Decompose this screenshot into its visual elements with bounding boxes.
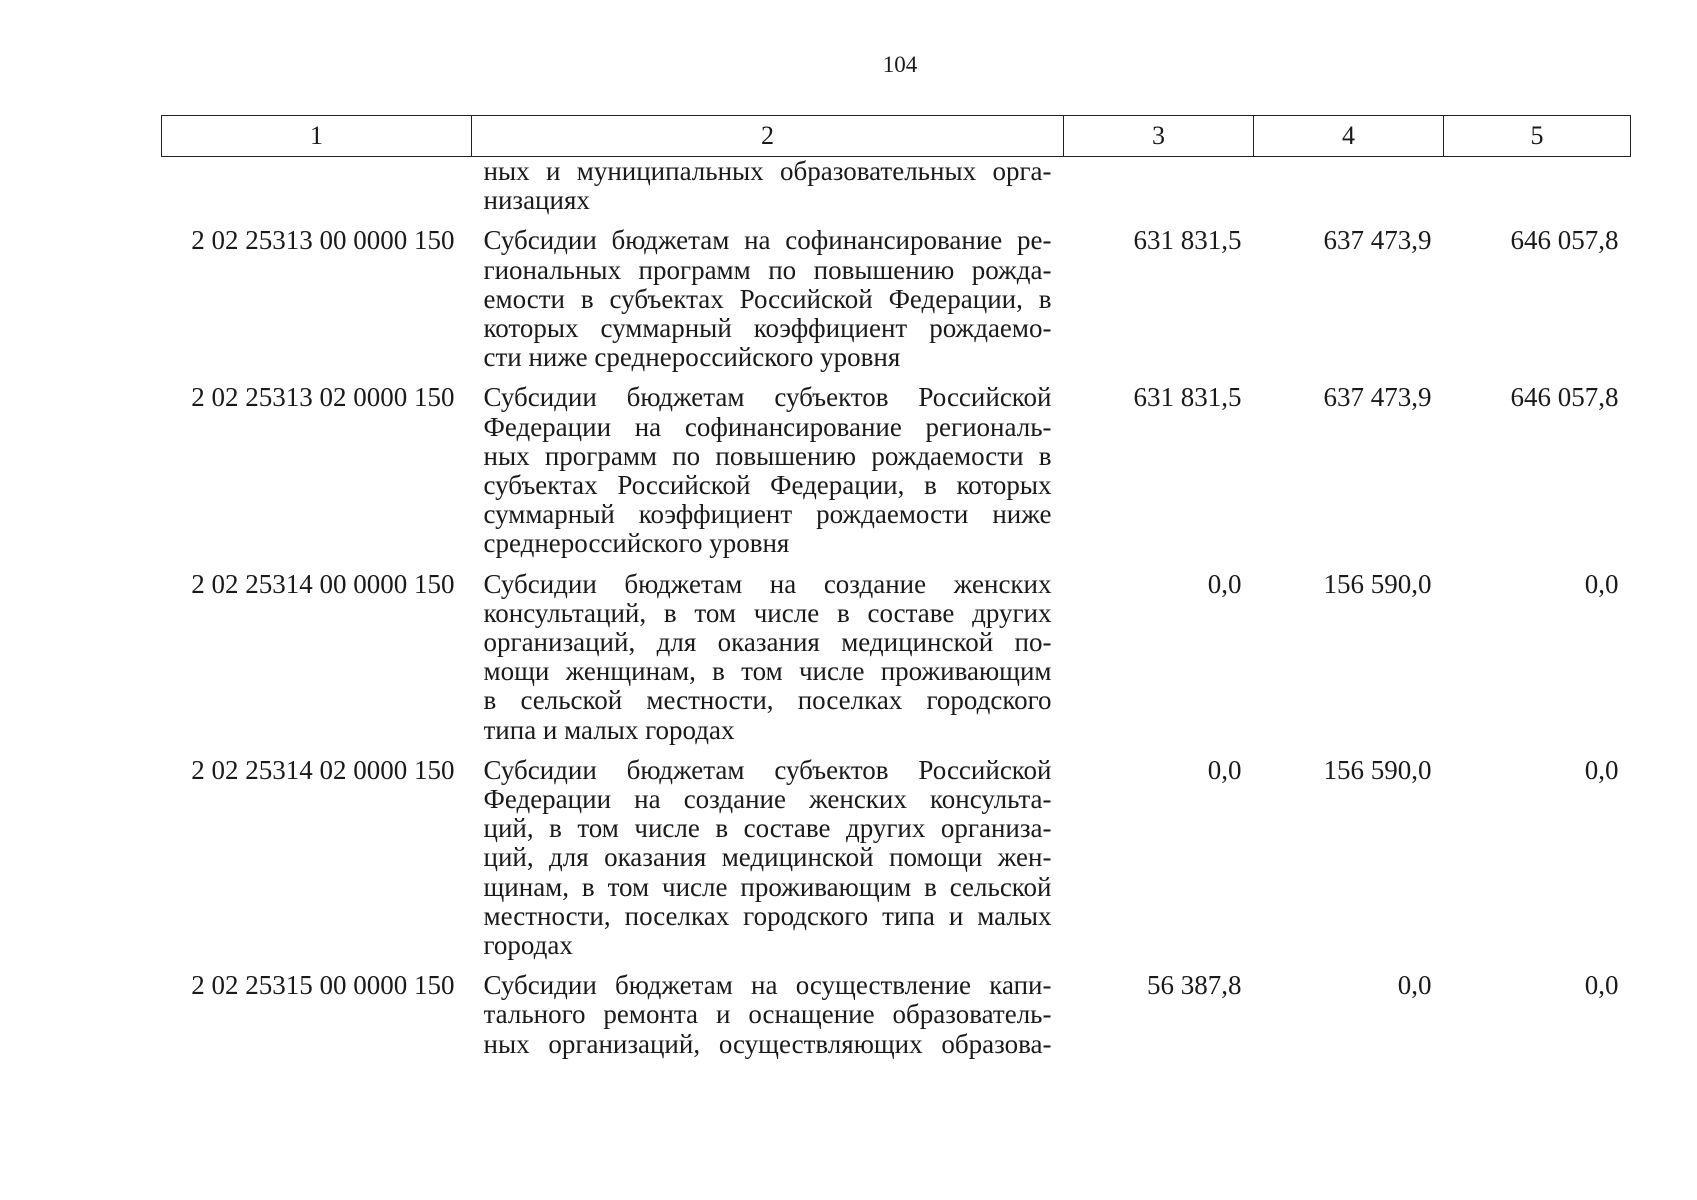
table-row — [162, 383, 1631, 569]
budget-table — [161, 115, 1631, 1059]
description-line: консультаций, в том числе в составе других — [483, 598, 1052, 628]
description-line: в сельской местности, поселках городского — [483, 686, 1052, 716]
description-line: сти ниже среднероссийского уровня — [483, 343, 901, 373]
row-value-col5: 0,0 — [1584, 568, 1619, 599]
row-value-col3: 631 831,5 — [1133, 225, 1242, 256]
row-value-col4: 637 473,9 — [1323, 382, 1432, 413]
description-line: суммарный коэффициент рождаемости ниже — [483, 500, 1052, 530]
row-description — [472, 971, 1064, 1059]
row-value-col4: 156 590,0 — [1323, 568, 1432, 599]
row-value-col5: 0,0 — [1584, 970, 1619, 1001]
description-line: среднероссийского уровня — [483, 529, 790, 559]
table-row — [162, 570, 1631, 756]
description-line: типа и малых городах — [483, 715, 735, 745]
row-value-col3: 631 831,5 — [1133, 382, 1242, 413]
description-line: Федерации на софинансирование региональ- — [483, 412, 1052, 442]
description-line: гиональных программ по повышению рожда- — [483, 255, 1052, 285]
row-code: 2 02 25314 02 0000 150 — [191, 754, 455, 785]
description-line: щинам, в том числе проживающим в сельской — [483, 872, 1052, 902]
row-code: 2 02 25313 00 0000 150 — [191, 225, 455, 256]
row-description — [472, 756, 1064, 971]
page-number: 104 — [882, 52, 918, 77]
row-value-col5: 0,0 — [1584, 754, 1619, 785]
description-line: Субсидии бюджетам на создание женских — [483, 569, 1052, 599]
header-col-2: 2 — [472, 116, 1064, 157]
description-line: организаций, для оказания медицинской по- — [483, 628, 1052, 658]
description-line: субъектах Российской Федерации, в которых — [483, 471, 1052, 501]
row-code: 2 02 25315 00 0000 150 — [191, 970, 455, 1001]
header-col-3: 3 — [1064, 116, 1254, 157]
description-line: ных программ по повышению рождаемости в — [483, 441, 1052, 471]
description-line: Субсидии бюджетам субъектов Российской — [483, 383, 1052, 413]
table-row — [162, 971, 1631, 1059]
header-row — [162, 116, 1631, 157]
row-code: 2 02 25313 02 0000 150 — [191, 382, 455, 413]
table-row — [162, 756, 1631, 971]
row-value-col4: 156 590,0 — [1323, 754, 1432, 785]
row-description — [472, 226, 1064, 383]
row-description — [472, 570, 1064, 756]
continuation-description — [472, 157, 1064, 227]
description-line: ных и муниципальных образовательных орга- — [483, 157, 1052, 186]
row-code: 2 02 25314 00 0000 150 — [191, 568, 455, 599]
table-row — [162, 226, 1631, 383]
header-col-5: 5 — [1444, 116, 1631, 157]
description-line: емости в субъектах Российской Федерации, в — [483, 284, 1052, 314]
row-value-col5: 646 057,8 — [1510, 382, 1619, 413]
continuation-code — [162, 157, 472, 227]
description-line: ций, в том числе в составе других организа- — [483, 814, 1052, 844]
description-line: местности, поселках городского типа и малых — [483, 901, 1052, 931]
header-col-4: 4 — [1254, 116, 1444, 157]
description-line: Субсидии бюджетам субъектов Российской — [483, 755, 1052, 785]
description-line: тального ремонта и оснащение образователь- — [483, 1000, 1052, 1030]
row-value-col3: 0,0 — [1207, 754, 1242, 785]
row-value-col5: 646 057,8 — [1510, 225, 1619, 256]
row-value-col3: 56 387,8 — [1147, 970, 1242, 1001]
description-line: мощи женщинам, в том числе проживающим — [483, 657, 1052, 687]
description-line: Федерации на создание женских консульта- — [483, 785, 1052, 815]
header-col-1: 1 — [162, 116, 472, 157]
description-line: Субсидии бюджетам на софинансирование ре- — [483, 226, 1052, 256]
continuation-row — [162, 157, 1631, 227]
description-line: ных организаций, осуществляющих образова- — [483, 1029, 1052, 1059]
row-value-col3: 0,0 — [1207, 568, 1242, 599]
description-line: ций, для оказания медицинской помощи жен- — [483, 843, 1052, 873]
description-line: которых суммарный коэффициент рождаемо- — [483, 314, 1052, 344]
row-description — [472, 383, 1064, 569]
description-line: низациях — [483, 186, 590, 216]
description-line: городах — [483, 931, 573, 961]
description-line: Субсидии бюджетам на осуществление капи- — [483, 971, 1052, 1001]
row-value-col4: 0,0 — [1397, 970, 1432, 1001]
row-value-col4: 637 473,9 — [1323, 225, 1432, 256]
